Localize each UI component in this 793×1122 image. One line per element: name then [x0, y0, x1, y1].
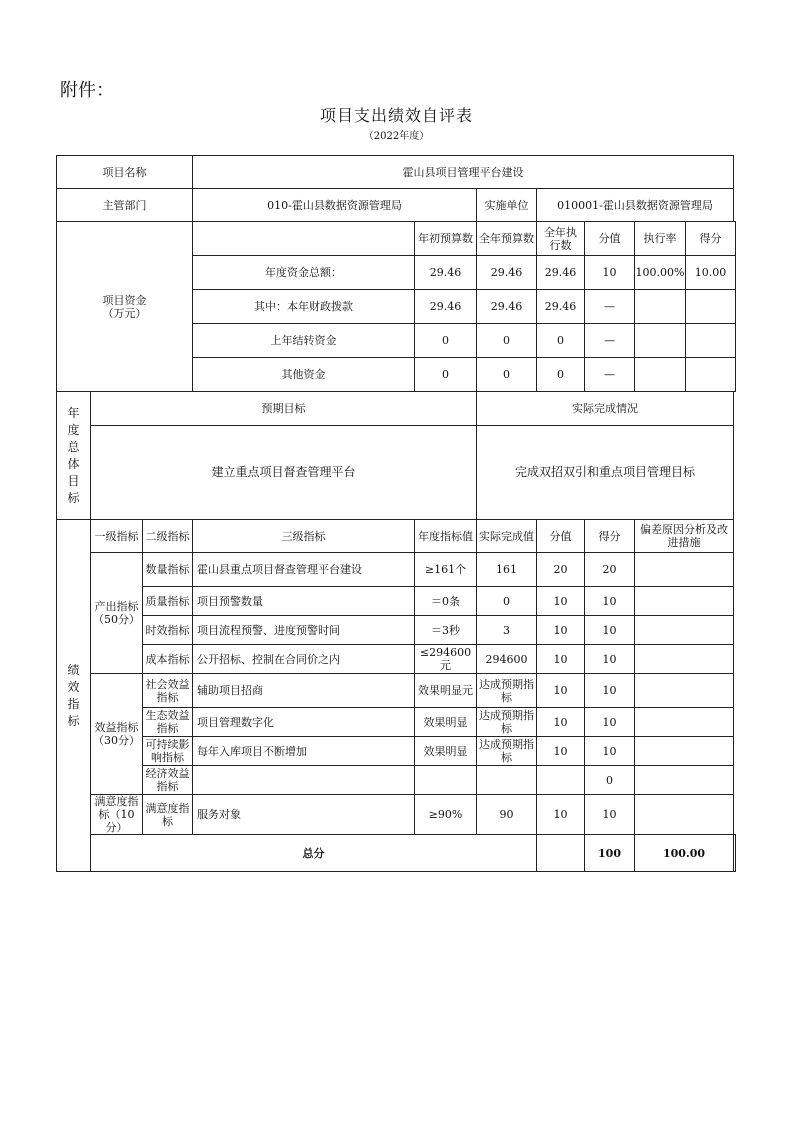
funds-row-score — [686, 358, 735, 391]
perf-target: 效果明显 — [415, 737, 477, 766]
perf-score: 10 — [585, 645, 635, 674]
funds-row-score — [686, 324, 735, 357]
funds-row-score-value: — — [585, 290, 635, 324]
perf-score-value: 10 — [537, 616, 585, 645]
performance-table — [56, 155, 736, 872]
performance-label — [57, 520, 91, 872]
funds-row-score: 10.00 — [694, 266, 727, 279]
perf-level3: 服务对象 — [193, 795, 415, 835]
perf-header-level1: 一级指标 — [91, 520, 143, 553]
funds-row-annual: 0 — [477, 358, 537, 392]
funds-header-rate: 执行率 — [635, 222, 686, 255]
perf-analysis — [635, 616, 734, 645]
perf-actual: 达成预期指标 — [477, 708, 537, 737]
perf-row — [57, 616, 736, 645]
perf-score-value: 10 — [537, 708, 585, 737]
perf-header-level3: 三级指标 — [193, 520, 415, 553]
funds-row-initial: 0 — [415, 324, 477, 358]
perf-level3: 项目预警数量 — [193, 587, 415, 616]
funds-row-rate — [635, 358, 686, 391]
goals-actual: 完成双招双引和重点项目管理目标 — [477, 426, 734, 520]
perf-group-output: 产出指标（50分） — [91, 553, 143, 674]
funds-header-score-value: 分值 — [585, 222, 635, 256]
dept-value: 010-霍山县数据资源管理局 — [193, 189, 477, 222]
perf-level2: 时效指标 — [143, 616, 193, 645]
perf-header-score: 得分 — [585, 520, 635, 553]
perf-actual: 294600 — [477, 645, 537, 674]
perf-score: 10 — [585, 795, 635, 835]
funds-row-executed: 0 — [537, 358, 585, 392]
year-subtitle: （2022年度） — [363, 131, 430, 142]
perf-analysis — [635, 553, 734, 587]
perf-level2: 质量指标 — [143, 587, 193, 616]
project-name: 霍山县项目管理平台建设 — [193, 156, 734, 189]
perf-score: 10 — [585, 737, 635, 766]
perf-group-benefit: 效益指标（30分） — [91, 674, 143, 795]
perf-header-analysis: 偏差原因分析及改进措施 — [635, 520, 734, 553]
perf-score-value: 10 — [537, 737, 585, 766]
funds-row-rate-score — [635, 256, 736, 290]
perf-level2: 成本指标 — [143, 645, 193, 674]
funds-row-annual: 29.46 — [477, 290, 537, 324]
perf-row — [57, 708, 736, 737]
funds-row-rate-score — [635, 290, 736, 324]
funds-row-executed: 29.46 — [537, 290, 585, 324]
total-blank — [537, 835, 585, 872]
perf-level2: 满意度指标 — [143, 795, 193, 835]
funds-row-rate — [635, 324, 686, 357]
perf-score: 20 — [585, 553, 635, 587]
total-score: 100.00 — [635, 835, 734, 872]
perf-level3: 每年入库项目不断增加 — [193, 737, 415, 766]
funds-row-score-value: — — [585, 358, 635, 392]
project-name-label: 项目名称 — [57, 156, 193, 189]
attachment-label: 附件： — [60, 80, 114, 101]
total-score-value: 100 — [585, 835, 635, 872]
total-label: 总分 — [91, 835, 537, 872]
perf-target: ≤294600元 — [415, 645, 477, 674]
perf-level2: 经济效益指标 — [143, 766, 193, 795]
performance-label-text: 绩效指标 — [67, 662, 80, 728]
funds-row-annual: 29.46 — [477, 256, 537, 290]
perf-target: ≥161个 — [415, 553, 477, 587]
perf-score-value: 10 — [537, 645, 585, 674]
perf-level3 — [193, 766, 415, 795]
goals-label — [57, 392, 91, 520]
perf-row — [57, 587, 736, 616]
perf-target: 效果明显元 — [415, 674, 477, 708]
funds-row-name: 其中：本年财政拨款 — [193, 290, 415, 324]
perf-row — [57, 674, 736, 708]
funds-row-score-value: — — [585, 324, 635, 358]
funds-header-rate-score — [635, 222, 736, 256]
perf-group-satisfaction: 满意度指标（10分） — [91, 795, 143, 835]
perf-header-score-value: 分值 — [537, 520, 585, 553]
perf-target: ＝3秒 — [415, 616, 477, 645]
funds-row-initial: 29.46 — [415, 256, 477, 290]
funds-row-executed: 29.46 — [537, 256, 585, 290]
perf-row — [57, 553, 736, 587]
perf-score-value: 10 — [537, 587, 585, 616]
funds-header-annual: 全年预算数 — [477, 222, 537, 256]
perf-actual: 0 — [477, 587, 537, 616]
perf-score: 0 — [585, 766, 635, 795]
perf-actual — [477, 766, 537, 795]
perf-analysis — [635, 674, 734, 708]
perf-actual: 90 — [477, 795, 537, 835]
impl-value: 010001-霍山县数据资源管理局 — [537, 189, 734, 222]
perf-level3: 辅助项目招商 — [193, 674, 415, 708]
perf-target: 效果明显 — [415, 708, 477, 737]
perf-score: 10 — [585, 587, 635, 616]
perf-analysis — [635, 587, 734, 616]
funds-row-score — [686, 290, 735, 323]
funds-row-initial: 0 — [415, 358, 477, 392]
funds-row-name: 其他资金 — [193, 358, 415, 392]
perf-score-value — [537, 766, 585, 795]
perf-score-value: 10 — [537, 795, 585, 835]
perf-target: ＝0条 — [415, 587, 477, 616]
perf-actual: 达成预期指标 — [477, 737, 537, 766]
impl-label: 实施单位 — [477, 189, 537, 222]
funds-row-annual: 0 — [477, 324, 537, 358]
funds-row-name: 上年结转资金 — [193, 324, 415, 358]
funds-label-line1: 项目资金 — [102, 293, 147, 307]
funds-row-executed: 0 — [537, 324, 585, 358]
perf-score-value: 10 — [537, 674, 585, 708]
perf-analysis — [635, 795, 734, 835]
perf-score-value: 20 — [537, 553, 585, 587]
goals-label-text: 年度总体目标 — [67, 405, 80, 505]
page-title: 项目支出绩效自评表 — [319, 106, 473, 125]
perf-analysis — [635, 645, 734, 674]
perf-row — [57, 737, 736, 766]
perf-level3: 项目管理数字化 — [193, 708, 415, 737]
funds-row-score-value: 10 — [585, 256, 635, 290]
perf-row — [57, 645, 736, 674]
perf-header-level2: 二级指标 — [143, 520, 193, 553]
perf-actual: 达成预期指标 — [477, 674, 537, 708]
funds-row-rate-score — [635, 324, 736, 358]
funds-header-score: 得分 — [699, 232, 722, 245]
funds-row-rate: 100.00% — [635, 256, 686, 289]
funds-header-initial: 年初预算数 — [415, 222, 477, 256]
funds-label-line2: （万元） — [102, 306, 147, 320]
perf-score: 10 — [585, 674, 635, 708]
perf-target: ≥90% — [415, 795, 477, 835]
perf-analysis — [635, 708, 734, 737]
perf-level3: 公开招标、控制在合同价之内 — [193, 645, 415, 674]
perf-level3: 项目流程预警、进度预警时间 — [193, 616, 415, 645]
funds-row-rate — [635, 290, 686, 323]
perf-header-actual: 实际完成值 — [477, 520, 537, 553]
perf-score: 10 — [585, 616, 635, 645]
perf-actual: 3 — [477, 616, 537, 645]
funds-label — [57, 222, 193, 392]
perf-level2: 可持续影响指标 — [143, 737, 193, 766]
goals-actual-header: 实际完成情况 — [477, 392, 734, 426]
perf-level2: 生态效益指标 — [143, 708, 193, 737]
perf-target — [415, 766, 477, 795]
funds-header-executed: 全年执行数 — [537, 222, 585, 256]
perf-analysis — [635, 766, 734, 795]
perf-actual: 161 — [477, 553, 537, 587]
goals-expected-header: 预期目标 — [91, 392, 477, 426]
funds-header-blank — [193, 222, 415, 256]
perf-header-target: 年度指标值 — [415, 520, 477, 553]
funds-row-initial: 29.46 — [415, 290, 477, 324]
perf-level2: 数量指标 — [143, 553, 193, 587]
perf-score: 10 — [585, 708, 635, 737]
perf-level3: 霍山县重点项目督查管理平台建设 — [193, 553, 415, 587]
total-analysis — [734, 835, 736, 872]
funds-row-name: 年度资金总额： — [193, 256, 415, 290]
funds-row-rate-score — [635, 358, 736, 392]
perf-row — [57, 795, 736, 835]
goals-expected: 建立重点项目督查管理平台 — [91, 426, 477, 520]
total-row — [57, 835, 736, 872]
perf-row — [57, 766, 736, 795]
perf-analysis — [635, 737, 734, 766]
perf-level2: 社会效益指标 — [143, 674, 193, 708]
dept-label: 主管部门 — [57, 189, 193, 222]
